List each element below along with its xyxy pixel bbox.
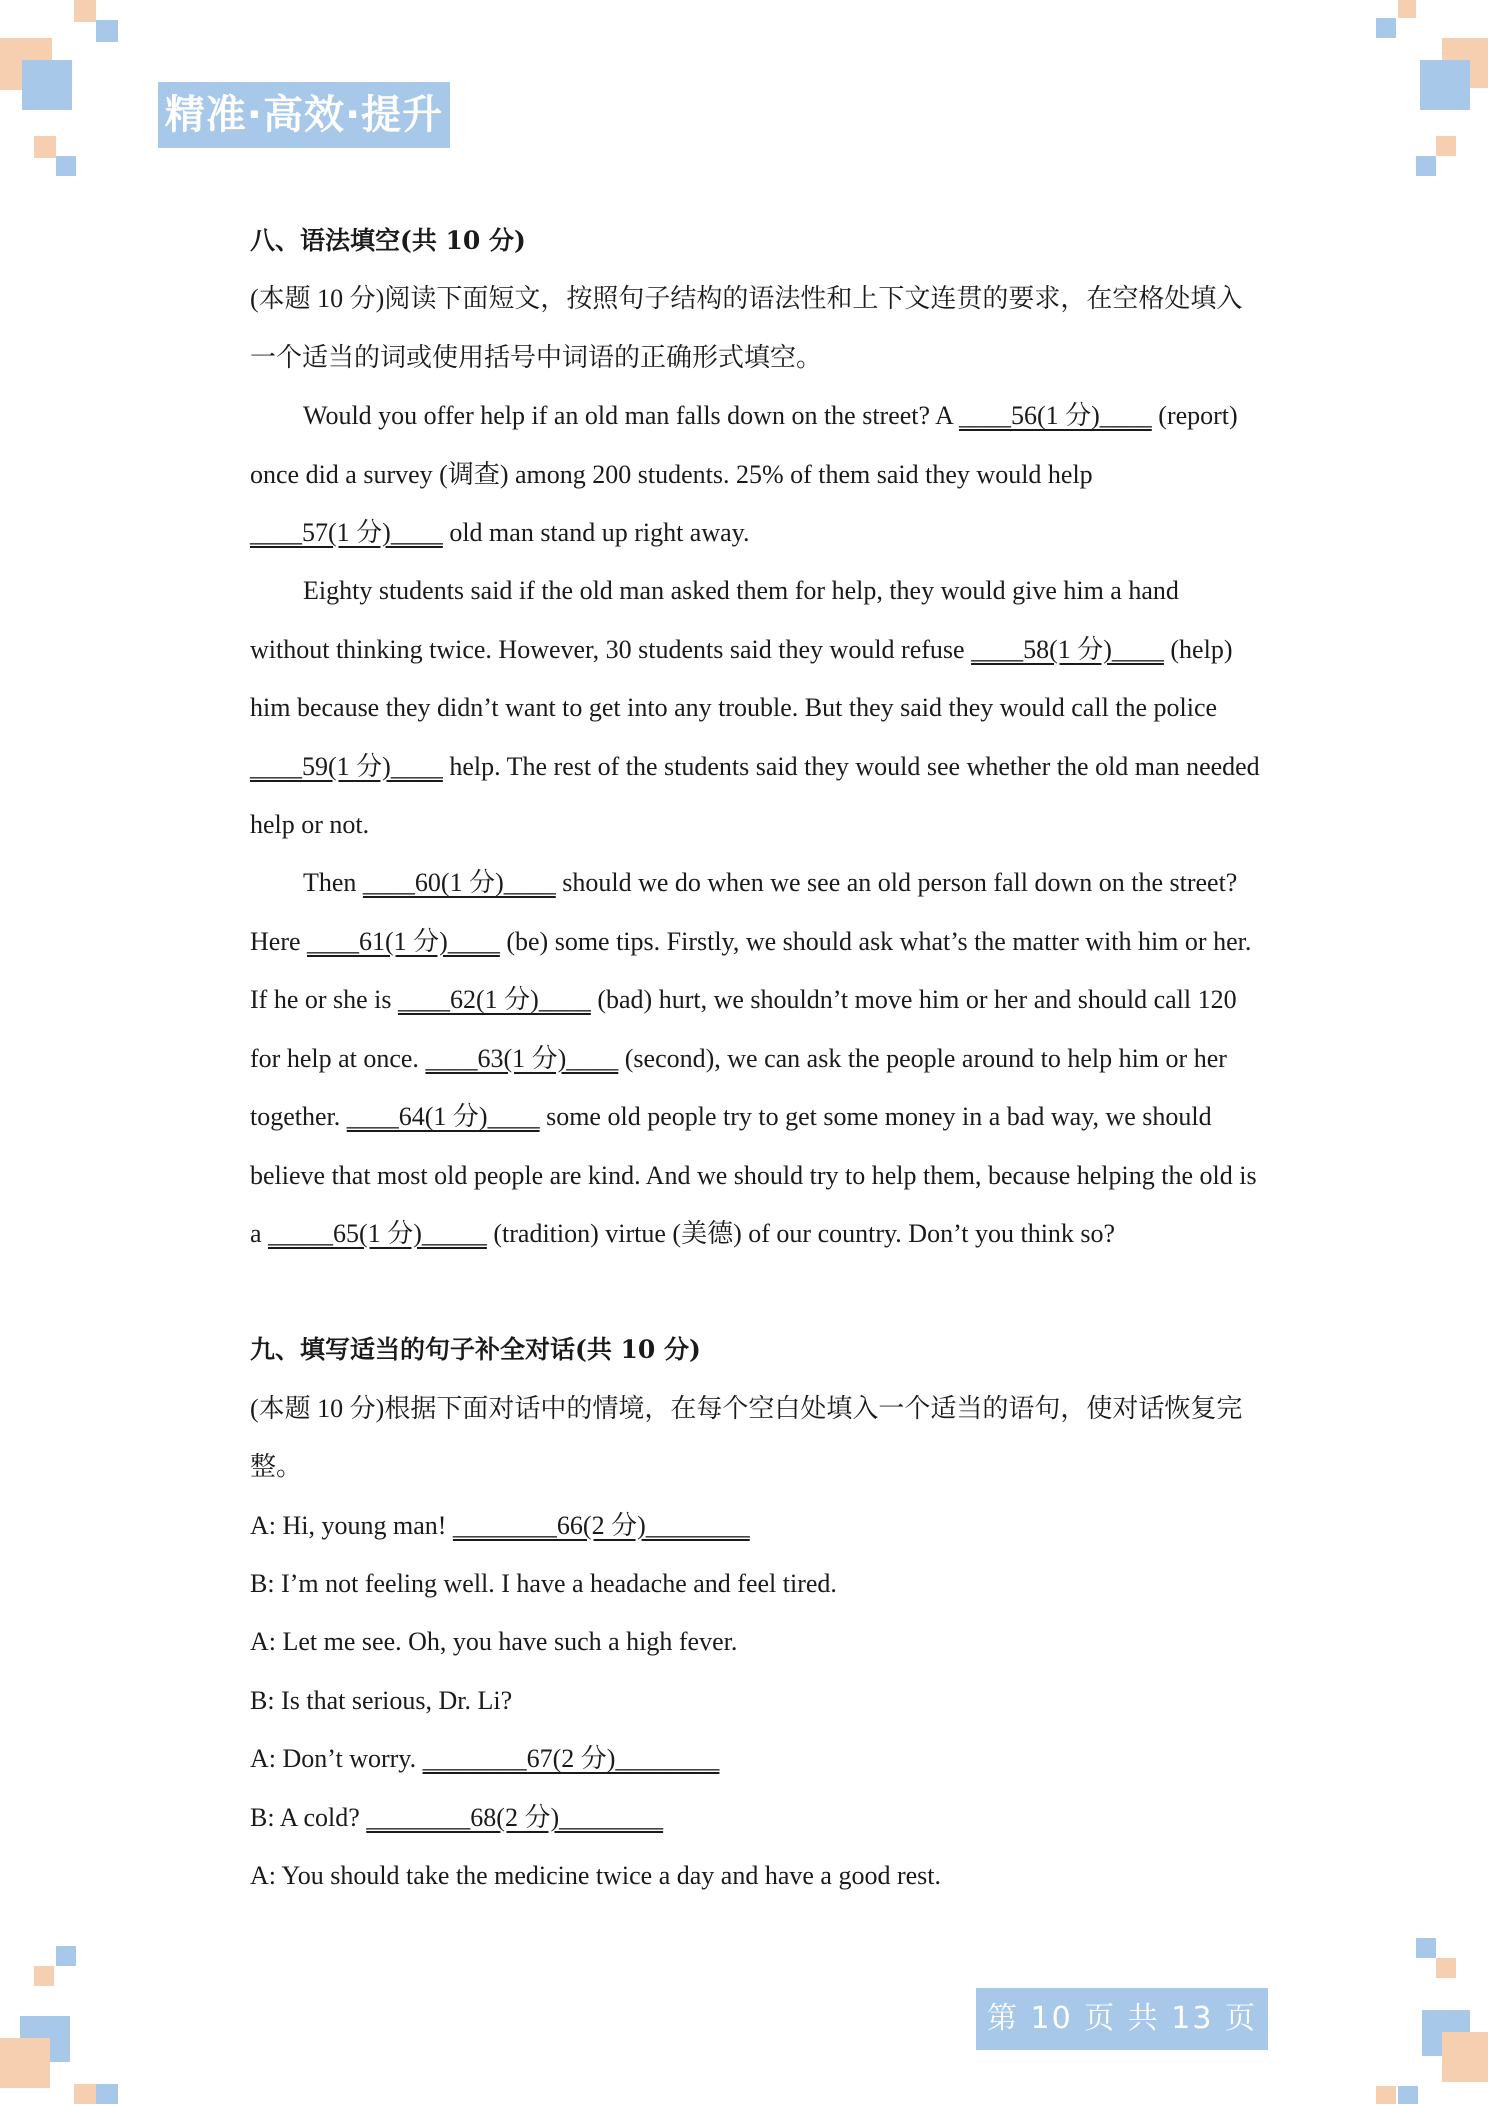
answer-blank-63[interactable]: ____63(1 分)____ [425, 1043, 619, 1073]
corner-decoration [96, 20, 118, 42]
corner-decoration [1436, 1958, 1456, 1978]
dialogue-text: B: A cold? [250, 1802, 367, 1832]
corner-decoration [74, 0, 96, 22]
answer-blank-66[interactable]: ________66(2 分)________ [452, 1510, 750, 1540]
passage-text: (second), we can ask the people around to help him or her together. [250, 1043, 1227, 1132]
corner-decoration [56, 156, 76, 176]
section-instructions: (本题 10 分)阅读下面短文，按照句子结构的语法性和上下文连贯的要求，在空格处填入一个适当的词或使用括号中词语的正确形式填空。 [250, 284, 1243, 372]
dialogue-line [250, 1672, 1260, 1730]
passage-text: some old people try to get some money in a bad way, we should believe that most old people are kind. And we should try to help them, because helping the old is a [250, 1102, 1257, 1248]
passage-text: (report) once did a survey (调查) among 200 students. 25% of them said they would help [250, 401, 1238, 489]
section-spacer [250, 1263, 1260, 1321]
corner-decoration [1442, 2032, 1488, 2082]
header-banner: 精准·高效·提升 [158, 82, 450, 148]
document-body [250, 212, 1260, 1905]
corner-decoration [96, 2084, 118, 2104]
corner-decoration [1376, 18, 1396, 38]
passage-text: old man stand up right away. [442, 518, 750, 548]
answer-blank-56[interactable]: ____56(1 分)____ [958, 401, 1152, 431]
dialogue-text: A: Don’t worry. [250, 1744, 423, 1774]
corner-decoration [74, 2084, 96, 2104]
corner-decoration [1398, 0, 1416, 18]
corner-decoration [1436, 136, 1456, 156]
answer-blank-61[interactable]: ____61(1 分)____ [307, 926, 500, 956]
section-heading: 八、语法填空(共 10 分) [250, 226, 526, 255]
answer-blank-60[interactable]: ____60(1 分)____ [362, 868, 556, 898]
dialogue-line [250, 1789, 1260, 1847]
passage-text: (be) some tips. Firstly, we should ask what’s the matter with him or her. If he or she is [250, 926, 1252, 1015]
answer-blank-68[interactable]: ________68(2 分)________ [366, 1802, 664, 1832]
dialogue-text: B: Is that serious, Dr. Li? [250, 1685, 513, 1715]
answer-blank-59[interactable]: ____59(1 分)____ [250, 751, 443, 781]
passage-text: (tradition) virtue (美德) of our country. Don’t you think so? [486, 1218, 1116, 1248]
passage-text: (bad) hurt, we shouldn’t move him or her and should call 120 for help at once. [250, 985, 1237, 1073]
passage-paragraph [250, 562, 1260, 854]
passage-paragraph [250, 387, 1260, 562]
answer-blank-57[interactable]: ____57(1 分)____ [250, 518, 443, 548]
corner-decoration [1376, 2086, 1396, 2104]
corner-decoration [34, 136, 56, 158]
dialogue-line [250, 1555, 1260, 1613]
dialogue-line [250, 1497, 1260, 1555]
corner-decoration [1416, 156, 1436, 176]
answer-blank-58[interactable]: ____58(1 分)____ [971, 634, 1164, 664]
page-indicator: 第 10 页 共 13 页 [976, 1988, 1268, 2050]
corner-decoration [34, 1966, 54, 1986]
dialogue-text: A: You should take the medicine twice a day and have a good rest. [250, 1860, 941, 1890]
dialogue-line [250, 1730, 1260, 1788]
answer-blank-65[interactable]: _____65(1 分)_____ [268, 1218, 487, 1248]
corner-decoration [1398, 2086, 1418, 2104]
passage-text: (help) him because they didn’t want to get into any trouble. But they said they would call the police [250, 634, 1233, 723]
dialogue-line [250, 1847, 1260, 1905]
section-instructions: (本题 10 分)根据下面对话中的情境，在每个空白处填入一个适当的语句，使对话恢复完整。 [250, 1393, 1243, 1482]
corner-decoration [56, 1946, 76, 1966]
passage-text: Then [303, 868, 363, 898]
passage-paragraph [250, 854, 1260, 1263]
answer-blank-62[interactable]: ____62(1 分)____ [398, 985, 591, 1015]
corner-decoration [22, 60, 72, 110]
dialogue-text: A: Let me see. Oh, you have such a high fever. [250, 1627, 738, 1657]
passage-text: Eighty students said if the old man asked them for help, they would give him a hand without thinking twice. However, 30 students said they would refuse [250, 576, 1179, 664]
dialogue-line [250, 1613, 1260, 1671]
dialogue-text: A: Hi, young man! [250, 1510, 453, 1540]
dialogue-text: B: I’m not feeling well. I have a headache and feel tired. [250, 1568, 837, 1598]
passage-text: should we do when we see an old person fall down on the street? Here [250, 868, 1238, 956]
passage-text: Would you offer help if an old man falls down on the street? A [303, 401, 959, 431]
corner-decoration [1420, 60, 1470, 110]
corner-decoration [0, 2038, 50, 2088]
answer-blank-67[interactable]: ________67(2 分)________ [422, 1744, 720, 1774]
passage-text: help. The rest of the students said they would see whether the old man needed help or not. [250, 751, 1260, 840]
answer-blank-64[interactable]: ____64(1 分)____ [346, 1102, 540, 1132]
section-heading: 九、填写适当的句子补全对话(共 10 分) [250, 1335, 701, 1365]
corner-decoration [1416, 1938, 1436, 1958]
